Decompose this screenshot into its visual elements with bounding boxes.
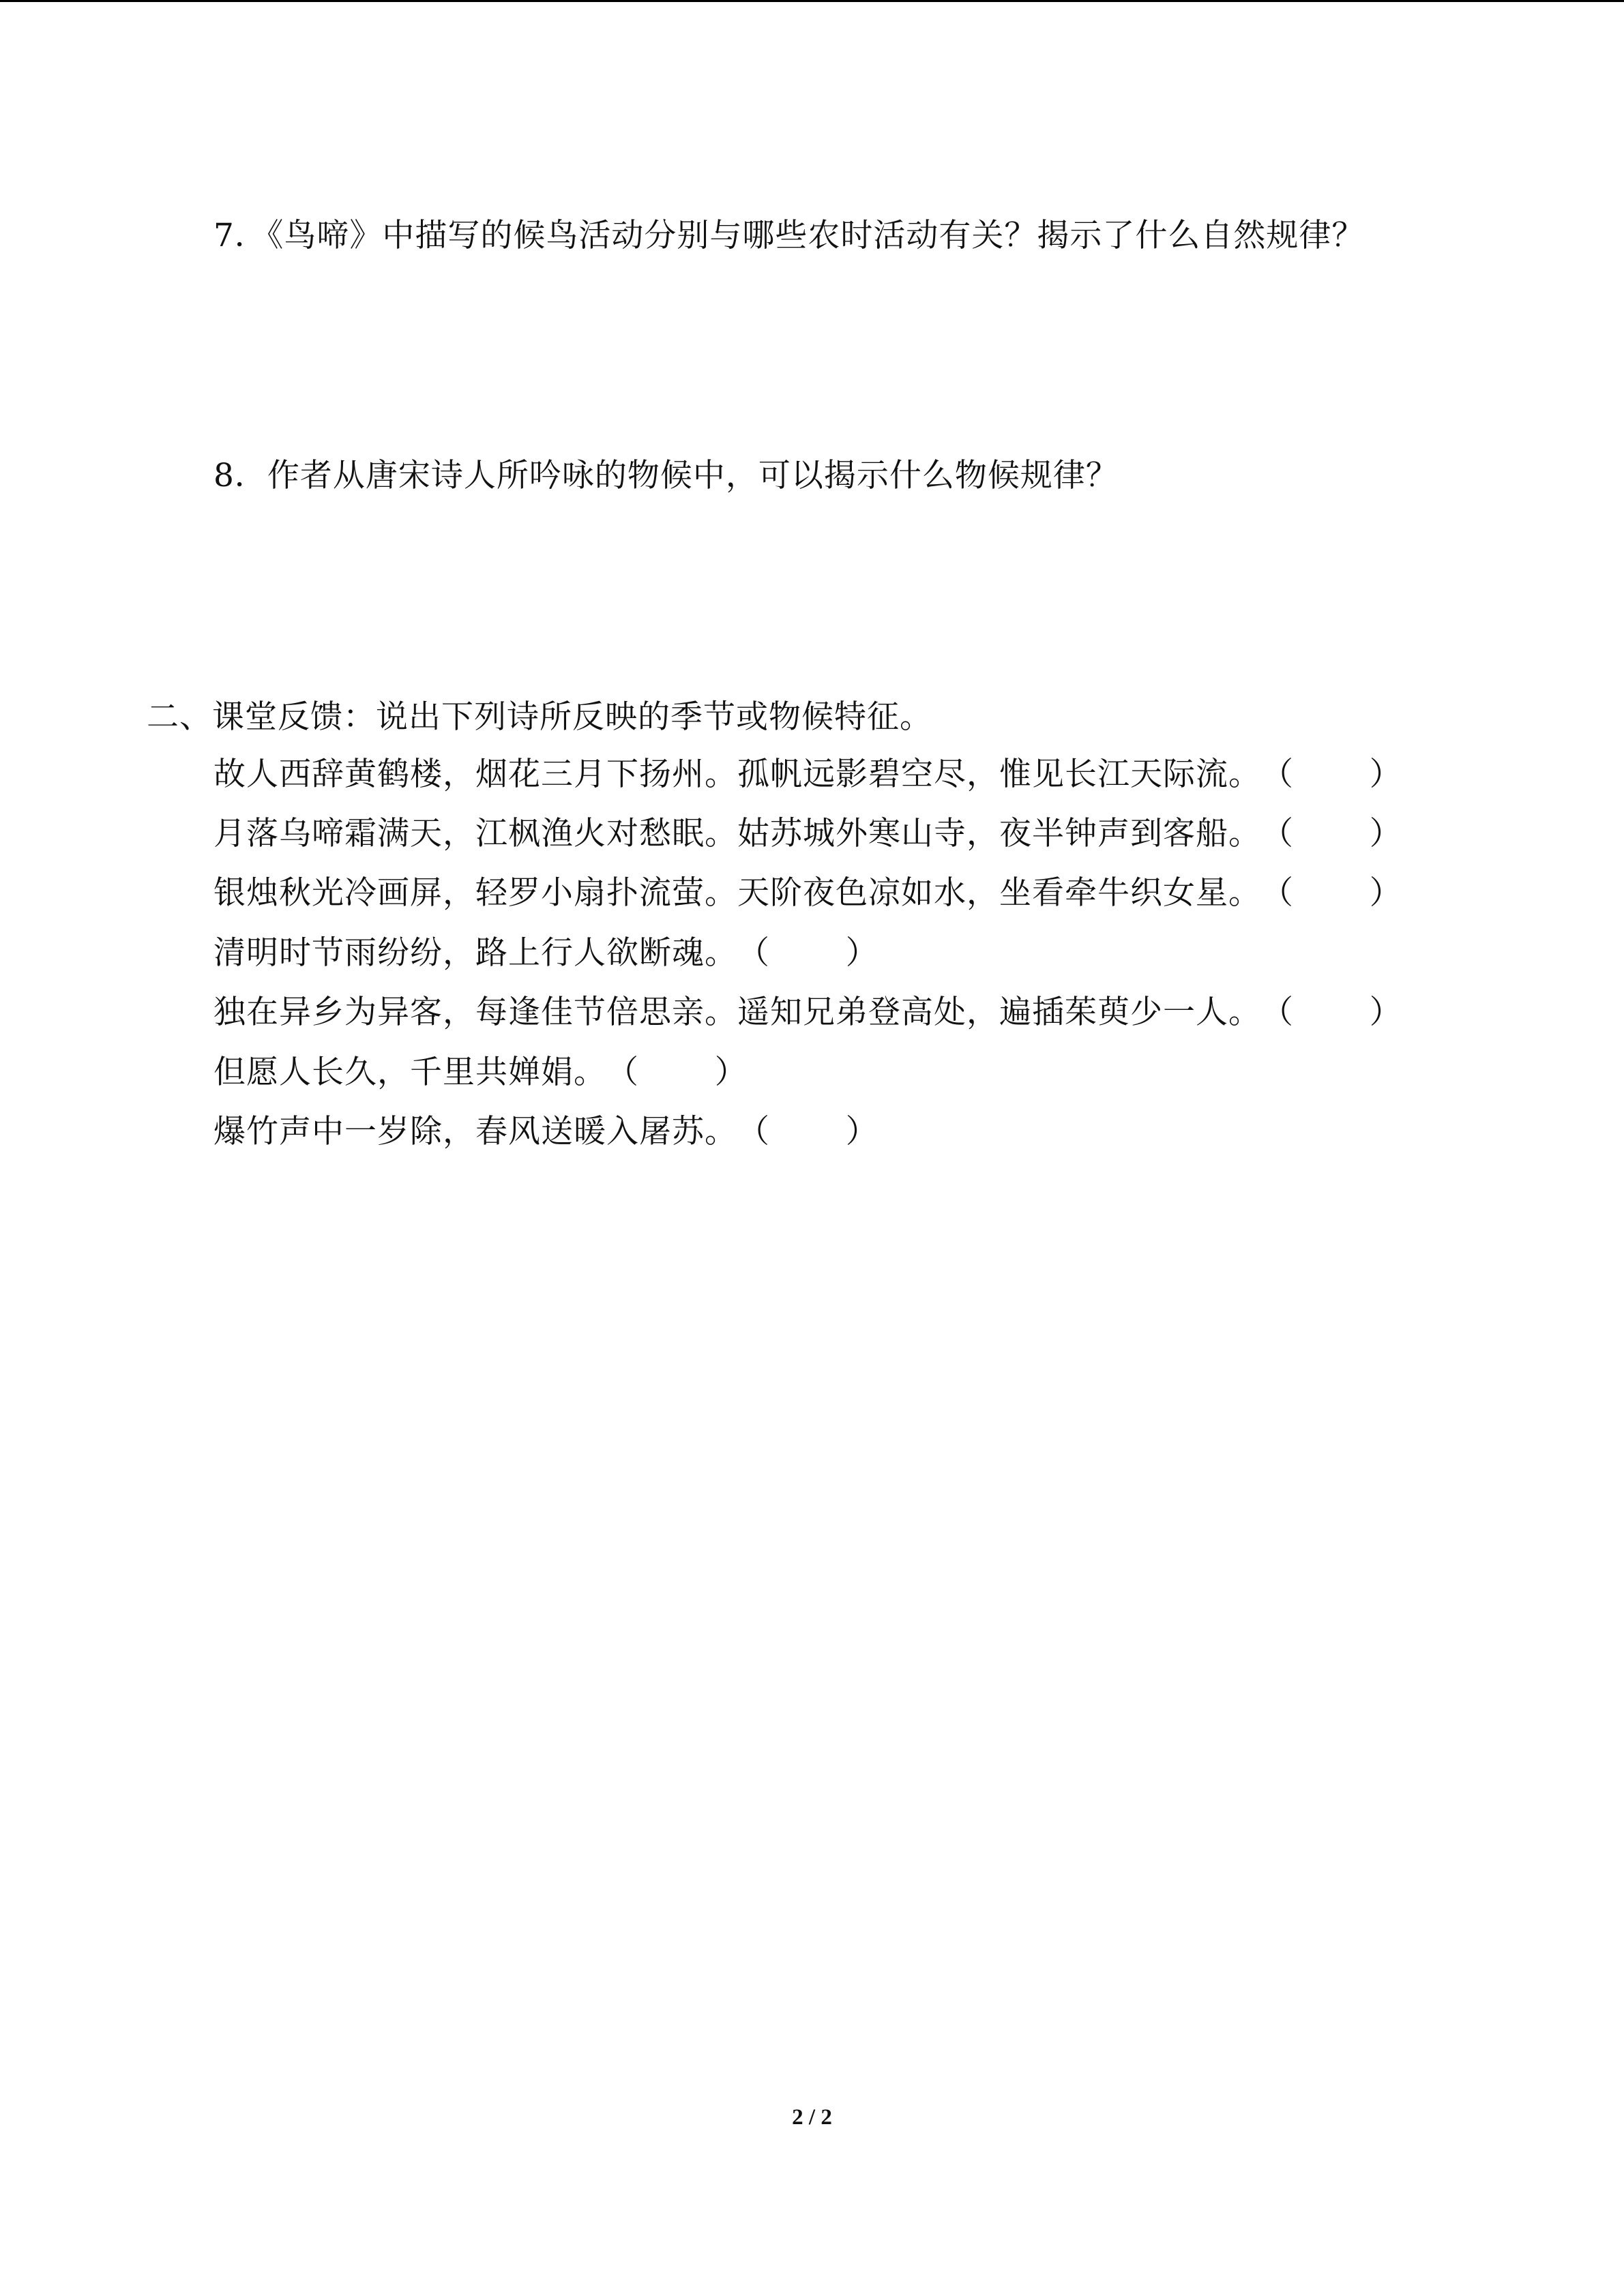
answer-blank: （ ） [737, 934, 879, 972]
top-border-line [0, 0, 1624, 2]
poem-text: 故人西辞黄鹤楼，烟花三月下扬州。孤帆远影碧空尽，惟见长江天际流。 [213, 756, 1261, 793]
answer-blank: （ ） [737, 1113, 879, 1150]
poem-text: 独在异乡为异客，每逢佳节倍思亲。遥知兄弟登高处，遍插茱萸少一人。 [213, 994, 1261, 1031]
poem-item-2 [213, 814, 1402, 854]
poem-item-5 [213, 992, 1402, 1033]
answer-blank: （ ） [1261, 994, 1402, 1031]
poem-item-4 [213, 933, 879, 974]
poem-text: 银烛秋光冷画屏，轻罗小扇扑流萤。天阶夜色凉如水，坐看牵牛织女星。 [213, 874, 1261, 912]
poem-text: 但愿人长久，千里共婵娟。 [213, 1054, 606, 1091]
poem-text: 月落乌啼霜满天，江枫渔火对愁眠。姑苏城外寒山寺，夜半钟声到客船。 [213, 815, 1261, 852]
answer-blank: （ ） [1261, 815, 1402, 852]
question-8: 8．作者从唐宋诗人所吟咏的物候中，可以揭示什么物候规律？ [213, 457, 1119, 494]
section-2-heading: 二、课堂反馈：说出下列诗所反映的季节或物候特征。 [147, 698, 932, 736]
poem-item-7 [213, 1112, 879, 1152]
poem-text: 爆竹声中一岁除，春风送暖入屠苏。 [213, 1113, 737, 1150]
poem-text: 清明时节雨纷纷，路上行人欲断魂。 [213, 934, 737, 972]
answer-blank: （ ） [1261, 756, 1402, 793]
page-number: 2 / 2 [792, 2105, 832, 2130]
answer-blank: （ ） [606, 1054, 748, 1091]
poem-item-6 [213, 1052, 748, 1093]
question-7: 7．《鸟啼》中描写的候鸟活动分别与哪些农时活动有关？揭示了什么自然规律？ [213, 217, 1365, 254]
answer-blank: （ ） [1261, 874, 1402, 912]
poem-item-1 [213, 754, 1402, 795]
poem-item-3 [213, 873, 1402, 914]
